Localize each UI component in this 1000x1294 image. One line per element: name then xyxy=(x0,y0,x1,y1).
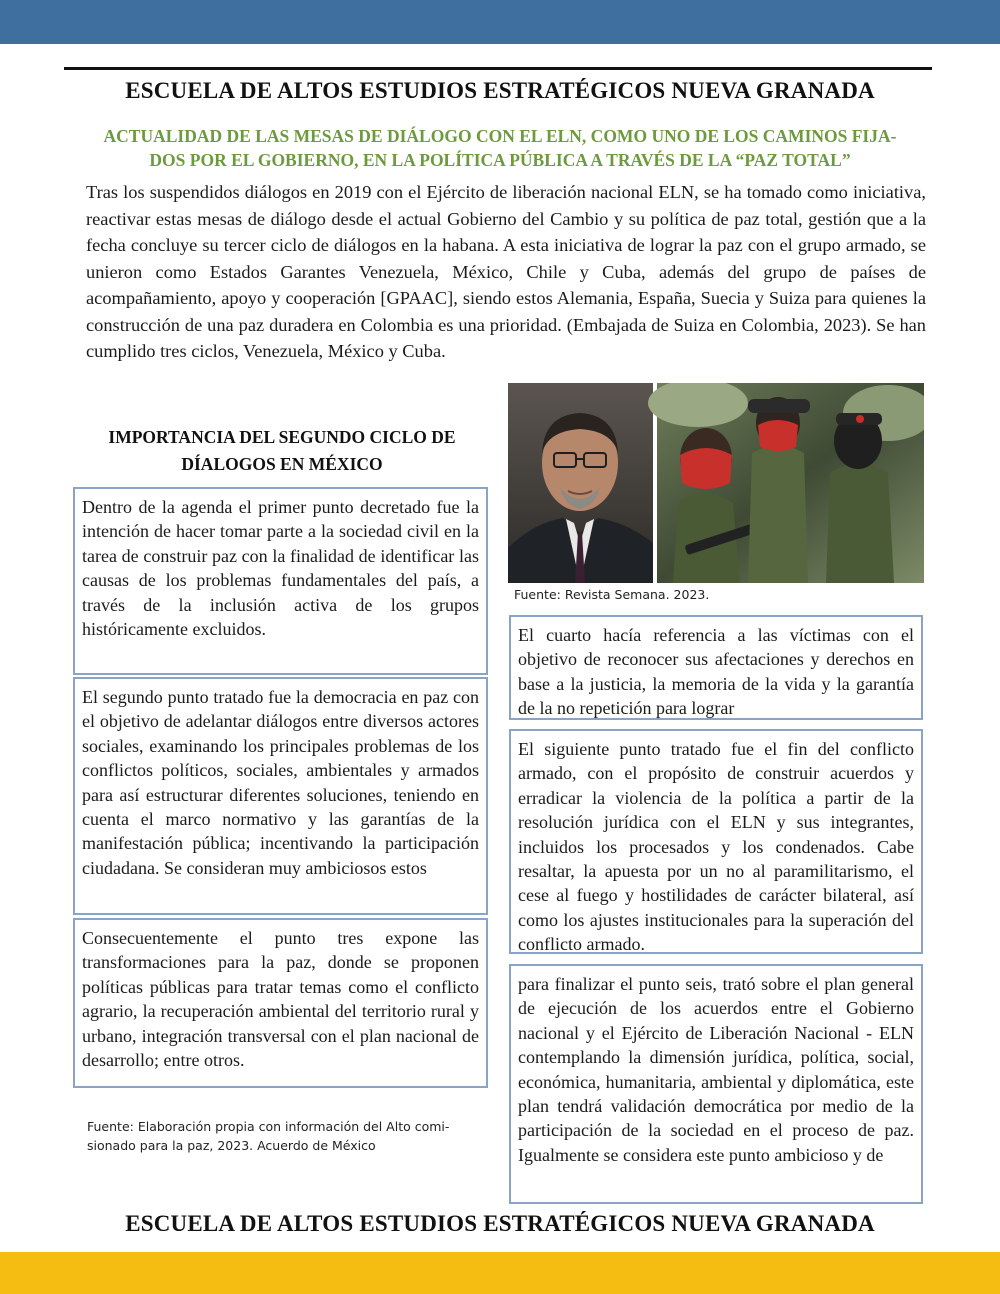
photo-source: Fuente: Revista Semana. 2023. xyxy=(514,587,710,602)
article-title xyxy=(70,124,930,172)
table-source xyxy=(87,1117,477,1155)
point-box-4 xyxy=(509,615,923,720)
point-box-3 xyxy=(73,918,488,1088)
section-heading-line-1: IMPORTANCIA DEL SEGUNDO CICLO DE xyxy=(108,427,456,447)
point-text-4: El cuarto hacía referencia a las víctimas con el objetivo de reconocer sus afectaciones y derechos en base a la justicia, la memoria de la vida y la garantía de la no repetición para lograr xyxy=(518,625,914,719)
header-school-name: ESCUELA DE ALTOS ESTUDIOS ESTRATÉGICOS NUEVA GRANADA xyxy=(125,78,875,103)
armed-group-photo-icon xyxy=(648,383,924,583)
table-source-line-1: Fuente: Elaboración propia con información del Alto comi- xyxy=(87,1119,450,1134)
portrait-photo-icon xyxy=(508,383,653,583)
point-box-6 xyxy=(509,964,923,1204)
intro-paragraph: Tras los suspendidos diálogos en 2019 con el Ejército de liberación nacional ELN, se ha tomado como iniciativa, reactivar estas mesas de diálogo desde el actual Gobierno del Cambio y su política de paz total, gestión que a la fecha concluye su tercer ciclo de diálogos en la habana. A esta iniciativa de lograr la paz con el grupo armado, se unieron como Estados Garantes Venezuela, México, Chile y Cuba, además del grupo de países de acompañamiento, apoyo y cooperación [GPAAC], siendo estos Alemania, España, Suecia y Suiza para quienes la construcción de una paz duradera en Colombia es una prioridad. (Embajada de Suiza en Colombia, 2023). Se han cumplido tres ciclos, Venezuela, México y Cuba. xyxy=(86,182,926,361)
table-source-line-2: sionado para la paz, 2023. Acuerdo de México xyxy=(87,1138,376,1153)
top-color-band xyxy=(0,0,1000,44)
point-text-6: para finalizar el punto seis, trató sobre el plan general de ejecución de los acuerdos entre el Gobierno nacional y el Ejército de Liberación Nacional - ELN contemplando la dimensión jurídica, política, social, económica, humanitaria, ambiental y diplomática, este plan tendrá validación democrática por medio de la participación de la sociedad en el proceso de paz. Igualmente se considera este punto ambicioso y de xyxy=(518,974,914,1165)
article-title-line-1: ACTUALIDAD DE LAS MESAS DE DIÁLOGO CON EL ELN, COMO UNO DE LOS CAMINOS FIJA- xyxy=(103,126,897,146)
point-box-2 xyxy=(73,677,488,915)
footer-school-name: ESCUELA DE ALTOS ESTUDIOS ESTRATÉGICOS NUEVA GRANADA xyxy=(125,1211,875,1236)
point-text-3: Consecuentemente el punto tres expone las transformaciones para la paz, donde se proponen políticas públicas para tratar temas como el conflicto agrario, la recuperación ambiental del territorio rural y urbano, integración transversal con el plan nacional de desarrollo; entre otros. xyxy=(82,928,479,1071)
section-heading-line-2: DÍALOGOS EN MÉXICO xyxy=(181,454,383,474)
section-heading xyxy=(92,424,472,478)
point-box-1 xyxy=(73,487,488,675)
point-text-1: Dentro de la agenda el primer punto decretado fue la intención de hacer tomar parte a la sociedad civil en la tarea de construir paz con la finalidad de identificar las causas de los problemas fundamentales del país, a través de la inclusión activa de los grupos históricamente excluidos. xyxy=(82,497,479,640)
news-photo xyxy=(508,383,924,583)
point-text-5: El siguiente punto tratado fue el fin del conflicto armado, con el propósito de construir acuerdos y erradicar la violencia de la política a partir de la resolución jurídica con el ELN y sus integrantes, incluidos los procesados y los condenados. Cabe resaltar, la apuesta por un no al paramilitarismo, el cese al fuego y hostilidades de carácter bilateral, así como los ajustes institucionales para la superación del conflicto armado. xyxy=(518,739,914,955)
point-text-2: El segundo punto tratado fue la democracia en paz con el objetivo de adelantar diálogos entre diversos actores sociales, examinando los principales problemas de los conflictos políticos, sociales, ambientales y armados para así estructurar diferentes soluciones, teniendo en cuenta el marco normativo y las garantías de la manifestación pública; incentivando la participación ciudadana. Se consideran muy ambiciosos estos xyxy=(82,687,479,878)
point-box-5 xyxy=(509,729,923,954)
article-title-line-2: DOS POR EL GOBIERNO, EN LA POLÍTICA PÚBLICA A TRAVÉS DE LA “PAZ TOTAL” xyxy=(149,150,851,170)
header-rule xyxy=(64,67,932,70)
bottom-color-band xyxy=(0,1252,1000,1294)
